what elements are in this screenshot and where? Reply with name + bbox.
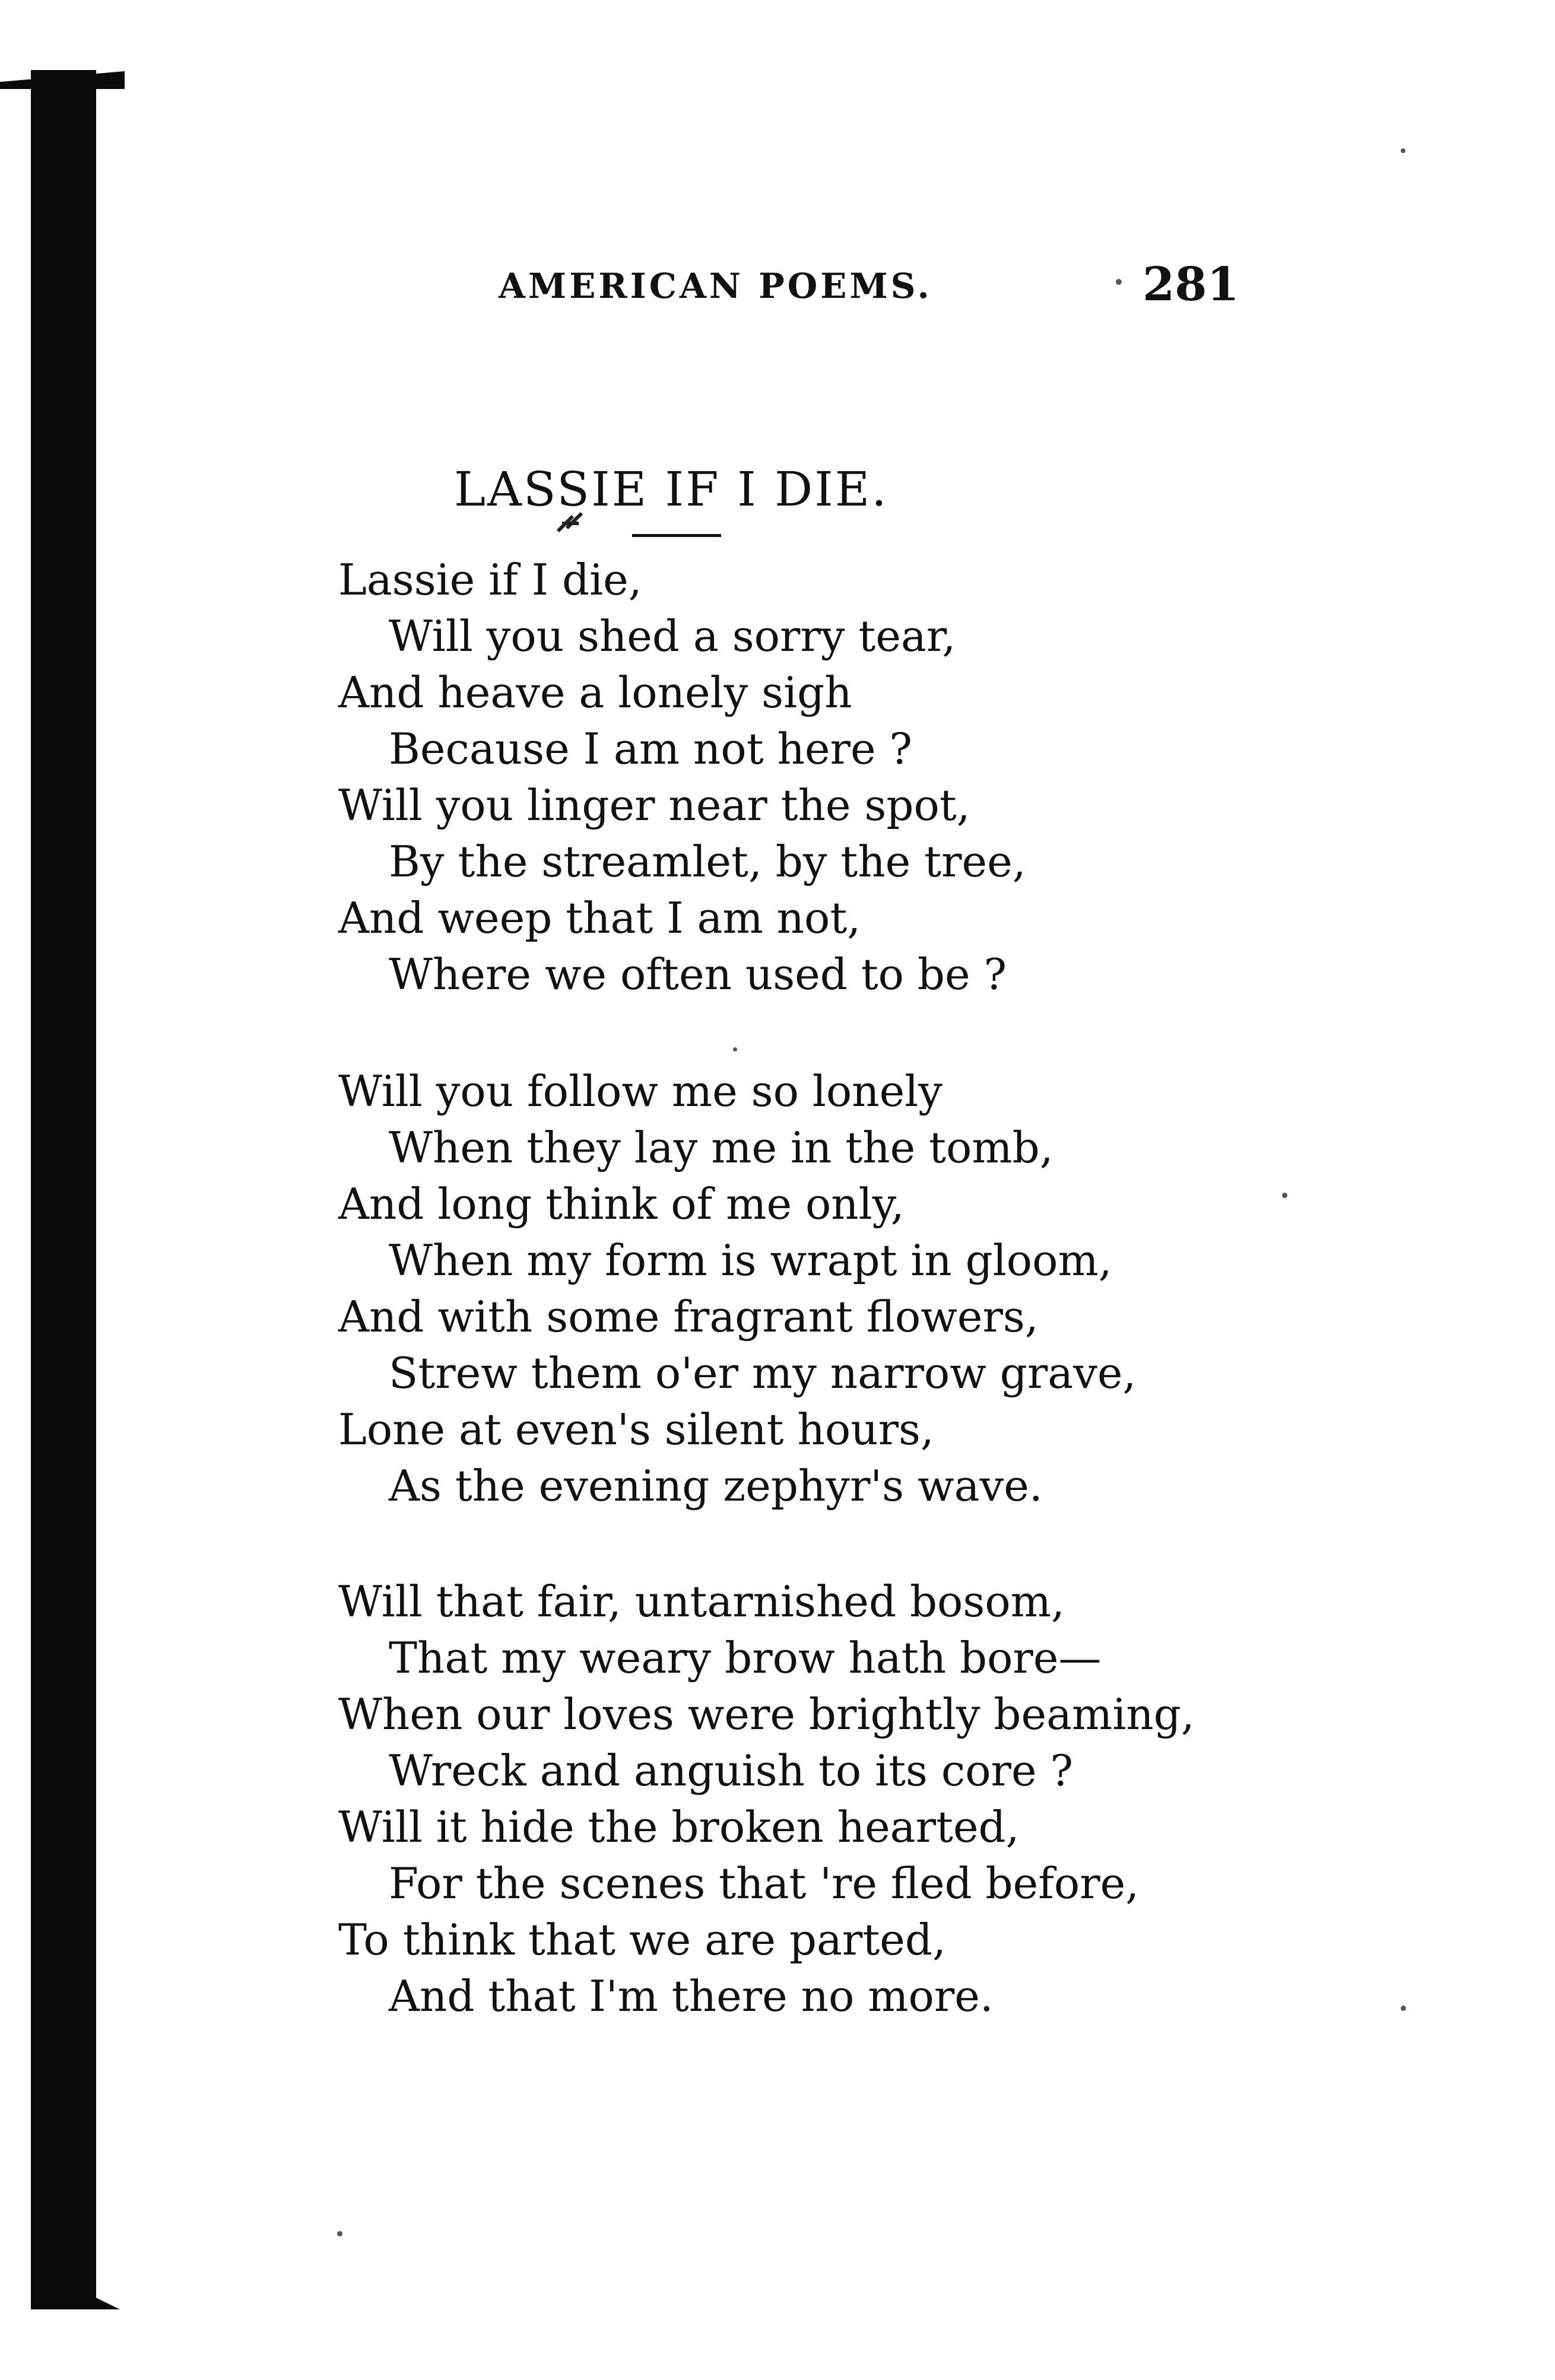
scan-speck [1401,148,1405,153]
poem-line: Where we often used to be ? [389,949,1007,999]
scan-speck [1116,279,1122,285]
poem-line: Will it hide the broken hearted, [338,1802,1020,1852]
poem-line: Will you shed a sorry tear, [389,611,956,661]
poem-line: Lassie if I die, [338,555,642,605]
poem-line: That my weary brow hath bore— [389,1633,1102,1683]
poem-line: Lone at even's silent hours, [338,1405,934,1454]
poem-line: When they lay me in the tomb, [389,1123,1053,1172]
poem-line: Because I am not here ? [389,724,913,774]
scan-speck [1282,1193,1287,1198]
poem-line: When my form is wrapt in gloom, [389,1235,1112,1285]
poem-line: Strew them o'er my narrow grave, [389,1348,1137,1398]
poem-line: Will you follow me so lonely [338,1066,942,1116]
ornament-icon [555,510,596,534]
stanza-2 [338,1063,1347,1514]
poem-line: To think that we are parted, [338,1915,946,1965]
poem-line: And weep that I am not, [338,893,861,943]
binding-edge [31,70,96,2307]
poem-title: LASSIE IF I DIE. [454,462,888,517]
poem-line: And long think of me only, [338,1179,905,1229]
scan-speck [1401,2006,1406,2011]
poem-line: And with some fragrant flowers, [338,1292,1039,1342]
poem-line: As the evening zephyr's wave. [389,1461,1043,1511]
title-rule [632,534,721,537]
binding-edge-foot [31,2296,120,2309]
poem-line: And heave a lonely sigh [338,668,852,717]
poem-line: For the scenes that 're fled before, [389,1858,1140,1908]
stanza-1 [338,552,1347,1003]
scan-speck [337,2231,342,2236]
poem-line: Wreck and anguish to its core ? [389,1746,1074,1796]
poem-line: Will you linger near the spot, [338,780,970,830]
poem-line: And that I'm there no more. [389,1971,994,2021]
poem-line: By the streamlet, by the tree, [389,837,1026,886]
page-number: 281 [1143,258,1239,312]
stanza-3 [338,1574,1347,2025]
running-head: AMERICAN POEMS. [499,266,932,306]
page-header [0,258,1555,313]
poem-line: When our loves were brightly beaming, [338,1689,1195,1739]
scan-speck [733,1047,737,1051]
poem-line: Will that fair, untarnished bosom, [338,1577,1065,1626]
